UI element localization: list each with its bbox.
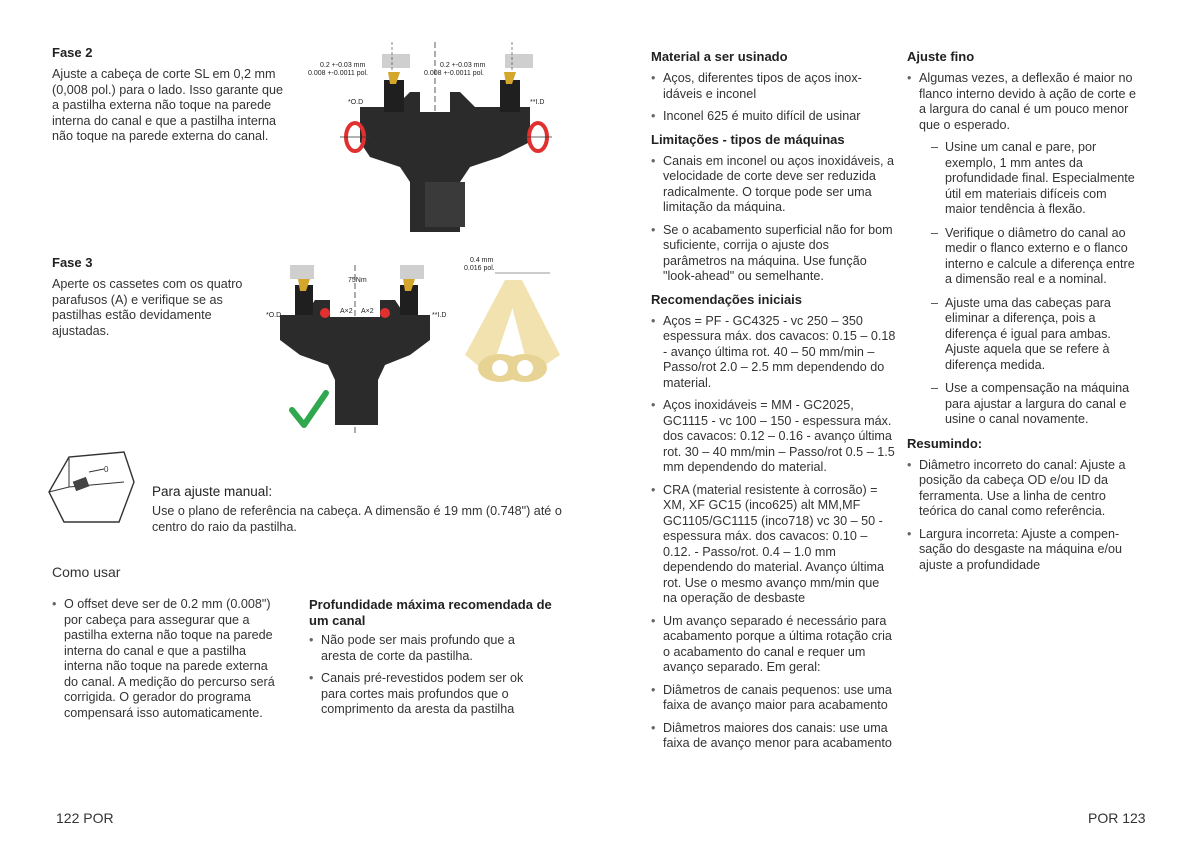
- recomendacoes-list: [651, 314, 896, 752]
- ajuste-fino-dash: – Ajuste uma das cabeças para eliminar a diferença, pois a diferença é igual para ambas. Ajuste aquela que se refere à diferença medida.: [931, 296, 1137, 374]
- profundidade-title: Profundidade máxima recomendada de um canal: [309, 597, 552, 628]
- dim-fase3-line1: 0.4 mm: [470, 257, 494, 264]
- limitacoes-bullet: • Se o acabamento superficial não for bom suficiente, corrija o ajuste dos parâmetros na máquina. Use função "look-ahead" ou semelhante.: [651, 223, 896, 285]
- right-column-1: [651, 49, 896, 759]
- ajuste-fino-dash-list: [931, 140, 1137, 428]
- resumindo-title: Resumindo:: [907, 435, 983, 451]
- material-list: [651, 71, 896, 125]
- id-label: **I.D: [530, 99, 545, 106]
- fase2-title: Fase 2: [52, 45, 93, 60]
- como-usar-title: Como usar: [52, 564, 121, 580]
- od-label: *O.D: [348, 99, 364, 106]
- recomendacoes-bullet: • CRA (material resistente à corrosão) = XM, XF GC15 (inco625) alt MM,MF GC1105/GC1115 (inco718) vc 30 – 50 - espessura máx. dos cavacos: 0.10 – 0.12. - Passo/rot. 0.4 – 1.0 mm dependendo do material. Avanço última rot. Use o mesmo avanço mm/min que na operação de desbaste: [651, 483, 896, 607]
- dim-right-line2: 0.008 +-0.0011 pol.: [424, 70, 485, 77]
- ajuste-fino-list: [907, 71, 1137, 133]
- page-number-right: POR 123: [1088, 810, 1146, 826]
- fase3-text: Aperte os cassetes com os quatro parafusos (A) e verifique se as pastilhas estão devidamente ajustadas.: [52, 277, 243, 338]
- recomendacoes-bullet: • Diâmetros maiores dos canais: use uma faixa de avanço menor para acabamento: [651, 721, 896, 752]
- resumindo-bullet: • Largura incorreta: Ajuste a compen- sação do desgaste na máquina e/ou ajuste a profundidade: [907, 527, 1137, 574]
- material-bullet: • Aços, diferentes tipos de aços inox- idáveis e inconel: [651, 71, 896, 102]
- page-number-left: 122 POR: [56, 810, 114, 826]
- torque-label: 75Nm: [348, 277, 367, 284]
- profundidade-bullet: • Canais pré-revestidos podem ser ok para cortes mais profundos que o comprimento da aresta da pastilha: [309, 671, 539, 718]
- como-usar-bullet: • O offset deve ser de 0.2 mm (0.008") por cabeça para assegurar que a pastilha externa não toque na parede interna do canal e que a pastilha interna não toque na parede externa do canal. A medição do percurso será corrigida. O gerador do programa compensará isso automaticamente.: [52, 597, 282, 721]
- fase2-text: Ajuste a cabeça de corte SL em 0,2 mm (0,008 pol.) para o lado. Isso garante que a pastilha externa não toque na parede interna do canal e que a pastilha interna não toque na parede externa do canal.: [52, 67, 284, 143]
- limitacoes-list: [651, 154, 896, 285]
- dim-fase3-line2: 0.016 pol.: [464, 265, 495, 272]
- material-bullet: • Inconel 625 é muito difícil de usinar: [651, 109, 896, 125]
- resumindo-bullet: • Diâmetro incorreto do canal: Ajuste a posição da cabeça OD e/ou ID da ferramenta. Use a linha de centro teórica do canal como referência.: [907, 458, 1137, 520]
- manual-text: Use o plano de referência na cabeça. A dimensão é 19 mm (0.748") até o centro do raio da pastilha.: [152, 504, 562, 534]
- recomendacoes-bullet: • Aços inoxidáveis = MM - GC2025, GC1115 - vc 100 – 150 - espessura máx. dos cavacos: 0.12 – 0.16 - avanço última rot. 30 – 40 mm/min – Passo/rot 0.5 – 1.5 mm dependendo do material.: [651, 398, 896, 476]
- ajuste-fino-dash: – Usine um canal e pare, por exemplo, 1 mm antes da profundidade final. Especialmente útil em materiais difíceis com maior tendência à flexão.: [931, 140, 1137, 218]
- dim-left-line1: 0.2 +-0.03 mm: [320, 62, 366, 69]
- como-usar-list: [52, 597, 282, 728]
- od-label-fase3: *O.D: [266, 312, 282, 319]
- ajuste-fino-dash: – Verifique o diâmetro do canal ao medir o flanco externo e o flanco interno e calcule a diferença entre a dimensão real e a nominal.: [931, 226, 1137, 288]
- dim-left-line2: 0.008 +-0.0011 pol.: [308, 70, 369, 77]
- ajuste-fino-title: Ajuste fino: [907, 49, 975, 64]
- ajuste-fino-dash: – Use a compensação na máquina para ajustar a largura do canal e usine o canal novamente.: [931, 381, 1137, 428]
- manual-title: Para ajuste manual:: [152, 484, 273, 499]
- material-title: Material a ser usinado: [651, 49, 788, 64]
- profundidade-list: [309, 633, 539, 725]
- fase2-figure: [300, 42, 570, 232]
- id-label-fase3: **I.D: [432, 312, 447, 319]
- svg-text:0: 0: [104, 465, 109, 474]
- recomendacoes-bullet: • Diâmetros de canais pequenos: use uma faixa de avanço maior para acabamento: [651, 683, 896, 714]
- limitacoes-title: Limitações - tipos de máquinas: [651, 131, 845, 147]
- dim-right-line1: 0.2 +-0.03 mm: [440, 62, 486, 69]
- fase3-title: Fase 3: [52, 255, 93, 270]
- limitacoes-bullet: • Canais em inconel ou aços inoxidáveis, a velocidade de corte deve ser reduzida radicalmente. O torque pode ser uma limitação da máquina.: [651, 154, 896, 216]
- recomendacoes-title: Recomendações iniciais: [651, 291, 803, 307]
- resumindo-list: [907, 458, 1137, 574]
- recomendacoes-bullet: • Aços = PF - GC4325 - vc 250 – 350 espessura máx. dos cavacos: 0.15 – 0.18 - avanço última rot. 40 – 50 mm/min – Passo/rot 2.0 – 2.5 mm dependendo do material.: [651, 314, 896, 392]
- fase3-figure: [260, 255, 570, 435]
- recomendacoes-bullet: • Um avanço separado é necessário para acabamento porque a última rotação cria o acabamento do canal e requer um avanço separado. Em geral:: [651, 614, 896, 676]
- right-column-2: [907, 49, 1137, 580]
- ajuste-fino-bullet: • Algumas vezes, a deflexão é maior no flanco interno devido à ação de corte e a largura do canal é um pouco menor que o esperado.: [907, 71, 1137, 133]
- profundidade-bullet: • Não pode ser mais profundo que a aresta de corte da pastilha.: [309, 633, 539, 664]
- a2-left-label: A×2: [340, 308, 353, 315]
- a2-right-label: A×2: [361, 308, 374, 315]
- cutting-head-icon: [44, 447, 140, 527]
